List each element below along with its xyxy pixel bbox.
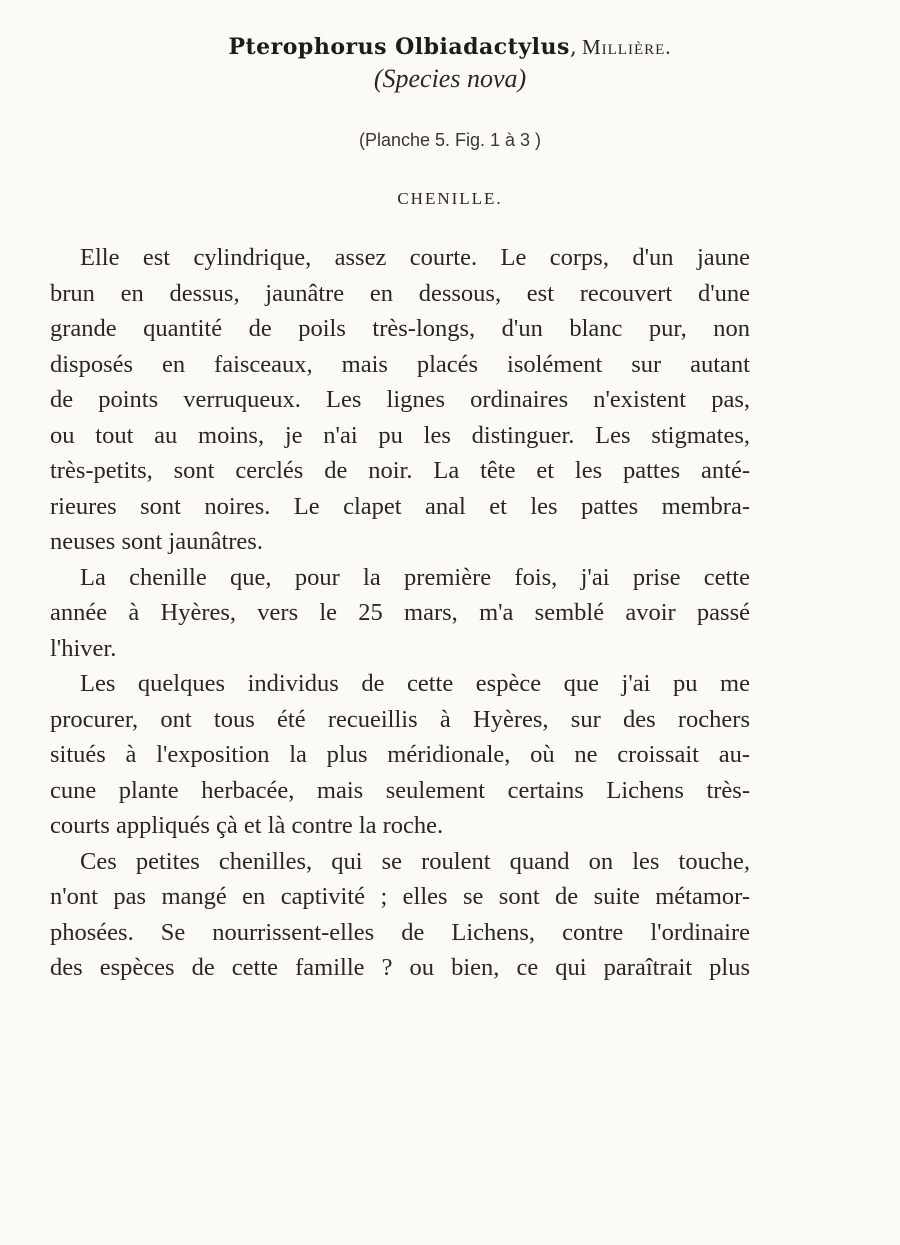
section-heading: CHENILLE. bbox=[397, 189, 503, 208]
text-line: situés à l'exposition la plus méridionale, où ne croissait au- bbox=[50, 741, 750, 768]
text-line: des espèces de cette famille ? ou bien, ce qui paraîtrait plus bbox=[50, 954, 750, 981]
species-status: (Species nova) bbox=[373, 64, 527, 93]
title-comma: , bbox=[569, 35, 577, 60]
species-name: Pterophorus Olbiadactylus bbox=[228, 34, 570, 60]
text-line: courts appliqués çà et là contre la roche. bbox=[50, 812, 444, 839]
text-line: Elle est cylindrique, assez courte. Le corps, d'un jaune bbox=[80, 244, 750, 271]
text-line: cune plante herbacée, mais seulement certains Lichens très- bbox=[50, 776, 750, 804]
text-line: neuses sont jaunâtres. bbox=[50, 528, 263, 555]
body-text bbox=[50, 240, 750, 986]
text-line: très-petits, sont cerclés de noir. La tête et les pattes anté- bbox=[50, 457, 750, 484]
species-title bbox=[0, 32, 900, 64]
author-name: Millière. bbox=[581, 35, 672, 59]
text-line: phosées. Se nourrissent-elles de Lichens, contre l'ordinaire bbox=[50, 918, 750, 946]
text-line: procurer, ont tous été recueillis à Hyères, sur des rochers bbox=[50, 705, 750, 733]
text-line: grande quantité de poils très-longs, d'un blanc pur, non bbox=[50, 315, 750, 342]
text-line: disposés en faisceaux, mais placés isolément sur autant bbox=[50, 350, 750, 378]
text-line: année à Hyères, vers le 25 mars, m'a semblé avoir passé bbox=[50, 599, 750, 626]
text-line: rieures sont noires. Le clapet anal et les pattes membra- bbox=[50, 492, 750, 520]
text-line: La chenille que, pour la première fois, j'ai prise cette bbox=[80, 563, 750, 591]
text-line: brun en dessus, jaunâtre en dessous, est recouvert d'une bbox=[50, 279, 750, 307]
text-line: Les quelques individus de cette espèce que j'ai pu me bbox=[80, 670, 750, 697]
text-line: de points verruqueux. Les lignes ordinaires n'existent pas, bbox=[50, 386, 750, 413]
text-line: ou tout au moins, je n'ai pu les distinguer. Les stigmates, bbox=[50, 421, 750, 449]
plate-reference: (Planche 5. Fig. 1 à 3 ) bbox=[358, 130, 542, 150]
text-line: n'ont pas mangé en captivité ; elles se sont de suite métamor- bbox=[50, 883, 750, 910]
text-line: l'hiver. bbox=[50, 634, 117, 662]
text-line: Ces petites chenilles, qui se roulent quand on les touche, bbox=[80, 847, 750, 875]
